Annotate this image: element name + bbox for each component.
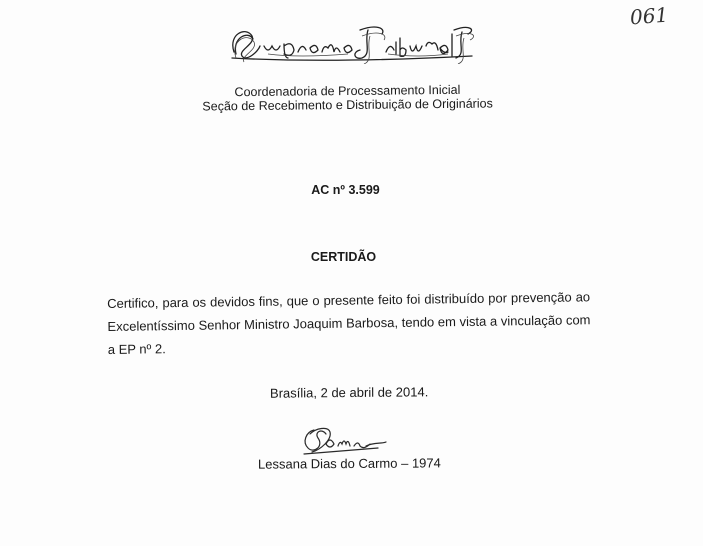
department-line-1: Coordenadoria de Processamento Inicial [234, 82, 461, 100]
handwritten-signature [296, 424, 390, 458]
signature-image [296, 424, 390, 458]
letterhead-title [226, 22, 476, 64]
place-date: Brasília, 2 de abril de 2014. [269, 384, 429, 401]
certificate-body: Certifico, para os devidos fins, que o presente feito foi distribuído por prevenção ao Excelentíssimo Senhor Ministro Joaquim Barbosa, tendo em vista a vinculação com a EP nº 2. [107, 289, 591, 357]
case-number: AC nº 3.599 [311, 183, 380, 197]
department-line-2: Seção de Recebimento e Distribuição de Originários [202, 96, 493, 114]
department-header [0, 80, 699, 115]
page-number: 061 [629, 2, 669, 30]
document-title: CERTIDÃO [310, 250, 377, 264]
signer-name: Lessana Dias do Carmo – 1974 [257, 455, 441, 472]
letterhead-script-image [226, 22, 476, 64]
